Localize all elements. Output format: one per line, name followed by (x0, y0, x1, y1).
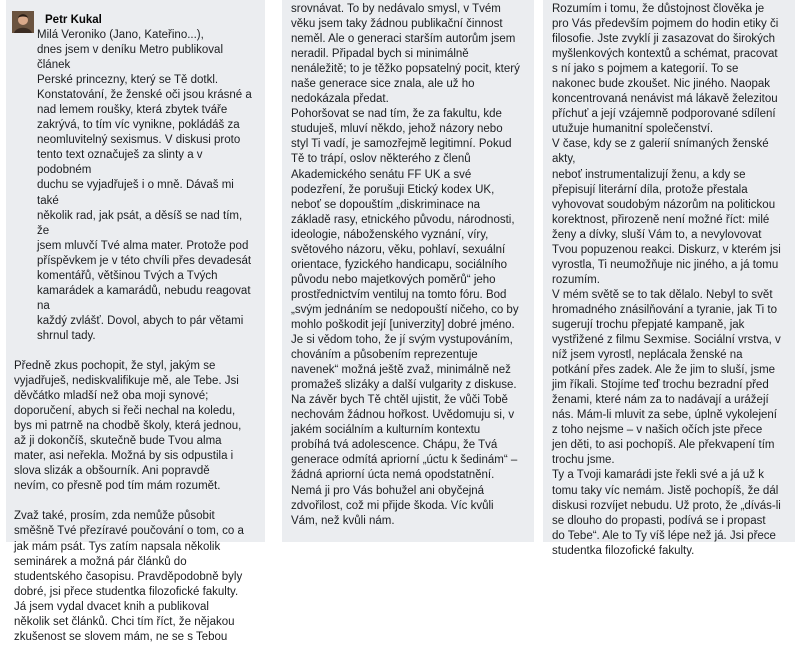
post-column-3 (543, 0, 795, 557)
post-paragraph: Zvaž také, prosím, zda nemůže působit směšně Tvé přezíravé poučování o tom, co a jak mám psát. Tys zatím napsala několik seminárek a možná pár článků do studentského časopisu. Pravděpodobně byly dobré, jsi přece studentka filozofické fakulty. Já jsem vydal dvacet knih a publikoval několik set článků. Chci tím říct, že nějakou zkušenost se slovem mám, ne se s Tebou (14, 510, 244, 643)
post-paragraph: Rozumím i tomu, že důstojnost člověka je pro Vás především pojmem do hodin etiky či filosofie. Jste zvyklí ji zasazovat do širokých myšlenkových kontextů a schémat, pracovat s ní jako s pojmem a kategorií. To se nakonec bude zkoušet. Nic jiného. Naopak koncentrovaná nenávist má lákavě železitou příchuť a její vzájemně podporované sdílení utužuje humanitní společenství. V čase, kdy se z galerií sníman​ých ženské akty, neboť instrumentalizují ženu, a kdy se přepisují literární díla, protože přestala vyhovovat soudobým názorům na politickou korektnost, přirozeně není možné říct: milé ženy a dívky, sluší Vám to, a nevylovovat Tvou popuzenou reakci. Diskurz, v kterém jsi vyrostla, Ti neumožňuje nic jiného, a já tomu rozumím. V mém světě se to tak dělalo. Nebyl to svět hromadného znásilňování a tyranie, jak Ti to sugerují trochu přepjaté kampaně, jak vystřižené z filmu Sexmise. Sociální vrstva, v níž jsem vyrostl, neplácala ženské na potkání přes zadek. Ale že jim to sluší, jsme jim říkali. Stojíme teď trochu bezradní před ženami, které nám za to nadávají a urážejí nás. Mám-li mluvit za sebe, úplně vykolejení z toho nejsme – v našich očích jste přece jen děti, to asi pochopíš. Ale překvapení tím trochu jsme. Ty a Tvoji kamarádi jste řekli své a já už k tomu taky víc nemám. Jistě pochopíš, že dál diskusi rozvíjet nebudu. Už proto, že „dívás-li se dlouho do propasti, podívá se i propast do Tebe“. Ale to Ty víš lépe než já. Jsi přece studentka filozofické fakulty. (552, 3, 781, 557)
paragraph-spacer (14, 344, 257, 359)
post-column-1 (6, 0, 265, 643)
author-name[interactable]: Petr Kukal (45, 14, 102, 26)
post-paragraph: srovnávat. To by nedávalo smysl, v Tvém věku jsem taky žádnou publikační činnost neměl. Ale o generaci starším autorům jsem neradil. Připadal bych si minimálně nenáležitě; to je těžko popsatelný pocit, který naše generace sice znala, ale už ho nedokázala předat. Pohoršovat se nad tím, že za fakultu, kde studuješ, mluví někdo, jehož názory nebo styl Ti vadí, je samozřejmě legitimní. Pokud Tě to trápí, oslov některého z členů Akademického senátu FF UK a své podezření, že porušuji Etický kodex UK, neboť se dopouštím „diskriminace na základě rasy, etnického původu, národnosti, ideologie, náboženského vyznání, víry, světového názoru, věku, pohlaví, sexuální orientace, fyzického handicapu, sociálního původu nebo majetkových poměrů“ jeho prostřednictvím ventiluj na tomto fóru. Bod „svým jednáním se nedopouští ničeho, co by mohlo poškodit její [univerzity] dobré jméno. Je si vědom toho, že jí svým vystupováním, chováním a působením reprezentuje navenek“ možná ještě zvaž, minimálně než promažeš slizáky a další vulgarity z diskuse. Na závěr bych Tě chtěl ujistit, že vůči Tobě nechovám žádnou hořkost. Uvědomuju si, v jakém sociálním a kulturním kontextu probíhá tvá adolescence. Chápu, že Tvá generace odmítá apriorní „úctu k šedinám“ – žádná apriorní úcta nemá opodstatnění. Nemá ji pro Vás bohužel ani obyčejná zdvořilost, což mi přijde škoda. Víc kvůli Vám, než kvůli nám. (291, 3, 520, 527)
author-avatar[interactable] (12, 11, 34, 33)
post-paragraph: Milá Veroniko (Jano, Kateřino...), dnes jsem v deníku Metro publikoval článek Perské princezny, který se Tě dotkl. Konstatování, že ženské oči jsou krásné a nad lemem roušky, která zbytek tváře zakrývá, to tím víc vynikne, pokládáš za neomluvitelný sexismus. V diskusi proto tento text označuješ za slinty a v podobném duchu se vyjadřuješ i o mně. Dávaš mi také několik rad, jak psát, a děsíš se nad tím, že jsem mluvčí Tvé alma mater. Protože pod příspěvkem je v této chvíli přes devadesát komentářů, většinou Tvých a Tvých kamarádek a kamarádů, nebudu reagovat na každý zvlášť. Dovol, abych to pár větami shrnul tady. (37, 29, 252, 342)
paragraph-spacer (14, 494, 257, 509)
post-paragraph: Předně zkus pochopit, že styl, jakým se vyjadřuješ, nediskvalifikuje mě, ale Tebe. Jsi děvčátko mladší než oba moji synové; doporučení, abych si řeči nechal na koledu, bys mi patrně na chodbě školy, která jednou, až ji dokončíš, skutečně bude Tvou alma mater, asi neřekla. Možná by sis odpustila i slova slizák a obšourník. Ani popravdě nevím, co přesně pod tím mám rozumět. (14, 359, 242, 493)
post-column-2 (282, 0, 534, 542)
